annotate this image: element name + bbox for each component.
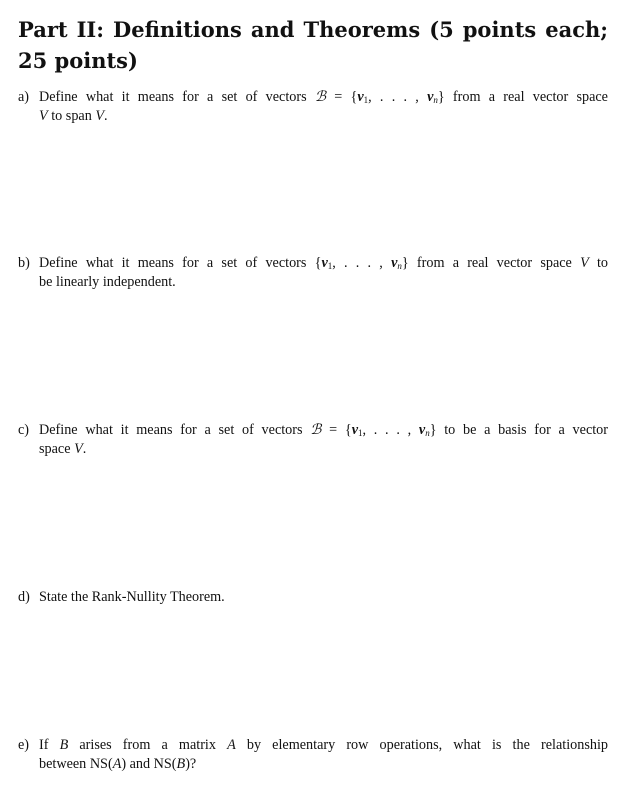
question-line-1 bbox=[39, 421, 608, 440]
math-subscript: 1 bbox=[327, 261, 333, 271]
question-line-1 bbox=[39, 736, 608, 755]
question-line-2 bbox=[39, 440, 608, 459]
question-line-2: be linearly independent. bbox=[39, 274, 176, 290]
math-variable: V bbox=[74, 441, 83, 457]
question-label: d) bbox=[18, 589, 30, 605]
math-vector: v bbox=[391, 255, 398, 271]
text-fragment: to be a basis for a vector bbox=[436, 422, 608, 438]
question-b bbox=[18, 254, 608, 292]
math-subscript: 1 bbox=[358, 428, 363, 438]
question-d bbox=[18, 588, 608, 607]
question-text bbox=[39, 588, 608, 607]
text-fragment: by elementary row operations, what is the relationship bbox=[235, 737, 608, 753]
math-variable: B bbox=[176, 756, 186, 772]
question-text bbox=[39, 421, 608, 459]
question-e bbox=[18, 736, 608, 774]
question-a bbox=[18, 88, 608, 126]
math-brace: } bbox=[429, 422, 437, 438]
question-label: a) bbox=[18, 89, 30, 105]
text-fragment: between NS( bbox=[39, 756, 113, 772]
section-title: Part II: Definitions and Theorems (5 points each; 25 points) bbox=[18, 17, 608, 73]
math-vector: v bbox=[427, 89, 434, 105]
math-subscript: 1 bbox=[363, 95, 369, 105]
math-vector: v bbox=[321, 255, 328, 271]
text-fragment: Define what it means for a set of vectors bbox=[39, 255, 315, 271]
math-vector: v bbox=[418, 422, 426, 438]
math-brace: { bbox=[350, 89, 358, 105]
text-fragment: space bbox=[39, 441, 75, 457]
math-ellipsis: , . . . , bbox=[368, 89, 428, 105]
math-subscript: n bbox=[433, 95, 438, 105]
math-set-symbol: ℬ bbox=[314, 89, 327, 105]
text-fragment: from a real vector space bbox=[444, 89, 608, 105]
text-fragment: to span bbox=[47, 108, 96, 124]
math-brace: { bbox=[314, 255, 322, 271]
question-line-2 bbox=[39, 107, 608, 126]
math-vector: v bbox=[351, 422, 358, 438]
math-ellipsis: , . . . , bbox=[362, 422, 419, 438]
math-variable: V bbox=[580, 255, 589, 271]
text-fragment: . bbox=[104, 108, 108, 124]
question-text bbox=[39, 88, 608, 126]
text-fragment: ) and NS( bbox=[121, 756, 177, 772]
math-set-symbol: ℬ bbox=[310, 422, 322, 438]
text-fragment: from a real vector space bbox=[408, 255, 581, 271]
question-line-1 bbox=[39, 88, 608, 107]
text-fragment: If bbox=[39, 737, 60, 753]
math-subscript: n bbox=[425, 428, 430, 438]
math-variable: A bbox=[227, 737, 236, 753]
text-fragment: arises from a matrix bbox=[68, 737, 228, 753]
question-text bbox=[39, 736, 608, 774]
math-brace: } bbox=[401, 255, 409, 271]
question-text bbox=[39, 254, 608, 292]
question-line-1 bbox=[39, 254, 608, 273]
question-label: c) bbox=[18, 422, 30, 438]
math-variable: B bbox=[59, 737, 69, 753]
text-fragment: )? bbox=[185, 756, 197, 772]
math-variable: A bbox=[112, 756, 122, 772]
math-brace: { bbox=[344, 422, 352, 438]
math-equals: = bbox=[321, 422, 345, 438]
math-subscript: n bbox=[397, 261, 402, 271]
question-label: b) bbox=[18, 255, 30, 271]
math-vector: v bbox=[357, 89, 364, 105]
question-line-1: State the Rank-Nullity Theorem. bbox=[39, 589, 225, 605]
text-fragment: to bbox=[588, 255, 608, 271]
math-equals: = bbox=[326, 89, 351, 105]
question-line-2 bbox=[39, 755, 608, 774]
math-brace: } bbox=[437, 89, 445, 105]
text-fragment: Define what it means for a set of vectors bbox=[39, 89, 315, 105]
math-variable: V bbox=[39, 108, 48, 124]
math-ellipsis: , . . . , bbox=[332, 255, 392, 271]
math-variable: V bbox=[95, 108, 105, 124]
question-label: e) bbox=[18, 737, 30, 753]
text-fragment: . bbox=[82, 441, 87, 457]
text-fragment: Define what it means for a set of vectors bbox=[39, 422, 311, 438]
question-c bbox=[18, 421, 608, 459]
